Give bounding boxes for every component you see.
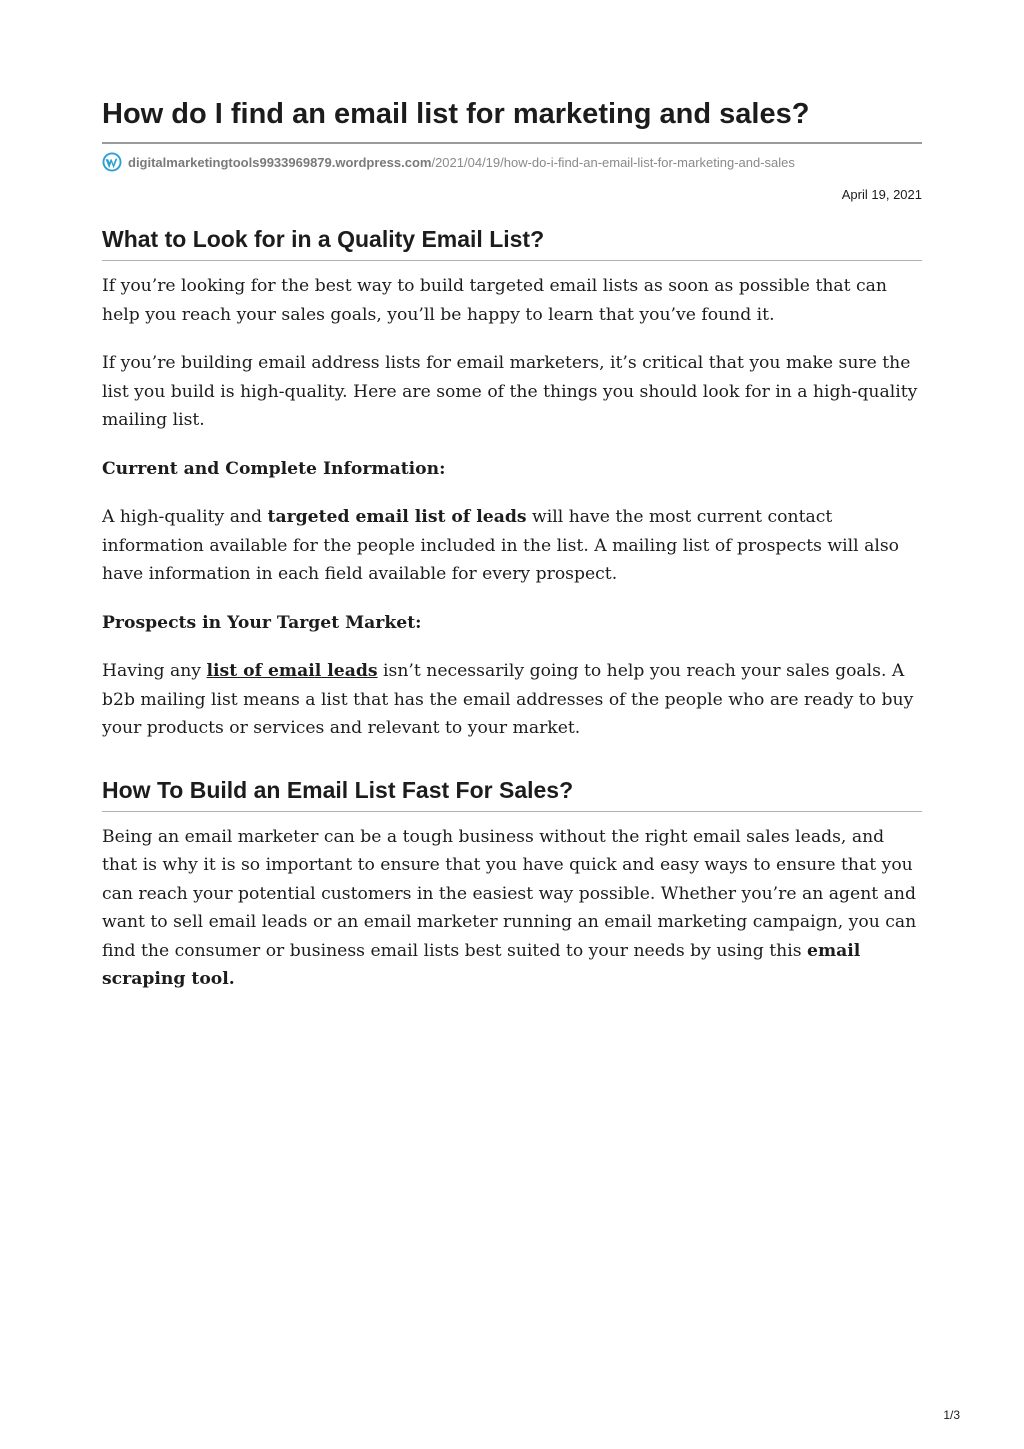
page-title: How do I find an email list for marketing and sales?: [102, 96, 922, 144]
paragraph: [102, 823, 922, 994]
document-page: [102, 96, 922, 994]
paragraph: [102, 503, 922, 589]
page-number: 1/3: [943, 1408, 960, 1422]
text-span: will have the most current contact information available for the people included in the list. A mailing list of prospects will also have information in each field available for every prospect.: [102, 507, 900, 584]
paragraph: If you’re building email address lists for email marketers, it’s critical that you make sure the list you build is high-quality. Here are some of the things you should look for in a high-quality mailing list.: [102, 353, 918, 430]
subheading-current-info: Current and Complete Information:: [102, 458, 446, 479]
subheading-target-market: Prospects in Your Target Market:: [102, 612, 422, 633]
paragraph: If you’re looking for the best way to build targeted email lists as soon as possible that can help you reach your sales goals, you’ll be happy to learn that you’ve found it.: [102, 276, 887, 325]
paragraph: [102, 657, 922, 743]
email-leads-link[interactable]: list of email leads: [206, 661, 378, 681]
source-path: /2021/04/19/how-do-i-find-an-email-list-for-marketing-and-sales: [431, 154, 795, 170]
source-domain: digitalmarketingtools9933969879.wordpress.com: [128, 154, 432, 170]
section-heading-build-list: How To Build an Email List Fast For Sales?: [102, 775, 922, 812]
bold-phrase: email scraping tool.: [102, 940, 861, 989]
section-heading-quality-list: What to Look for in a Quality Email List?: [102, 224, 922, 261]
text-span: Having any: [102, 661, 207, 681]
text-span: isn’t necessarily going to help you reach your sales goals. A b2b mailing list means a list that has the email addresses of the people who are ready to buy your products or services and relevant to your market.: [102, 661, 914, 738]
text-span: Being an email marketer can be a tough business without the right email sales leads, and that is why it is so important to ensure that you have quick and easy ways to ensure that you can reach your potential customers in the easiest way possible. Whether you’re an agent and want to sell email leads or an email marketer running an email marketing campaign, you can find the consumer or business email lists best suited to your needs by using this: [102, 826, 917, 961]
publish-date: April 19, 2021: [841, 187, 922, 202]
source-line: [102, 152, 922, 172]
wordpress-icon: [102, 152, 122, 172]
bold-phrase: targeted email list of leads: [267, 507, 527, 527]
text-span: A high-quality and: [102, 507, 268, 527]
